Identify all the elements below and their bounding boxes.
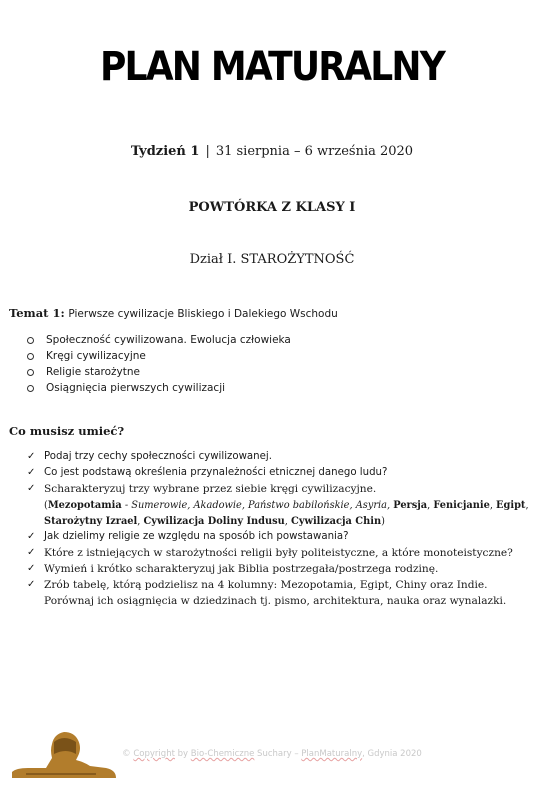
task-list — [27, 449, 537, 609]
topic-text: Pierwsze cywilizacje Bliskiego i Dalekiego Wschodu — [68, 308, 338, 320]
list-item: Społeczność cywilizowana. Ewolucja człowieka — [27, 332, 291, 348]
document-title: PLAN MATURALNY — [99, 44, 445, 90]
task-text: Scharakteryzuj trzy wybrane przez siebie kręgi cywilizacyjne. — [44, 483, 377, 495]
footer-copyright: © Copyright by Bio-Chemiczne Suchary – PlanMaturalny, Gdynia 2020 — [122, 749, 422, 759]
topic-items-list — [27, 332, 291, 396]
list-item: ✓ Podaj trzy cechy społeczności cywilizowanej. — [27, 449, 537, 465]
circle-bullet-icon — [27, 353, 34, 360]
week-separator: | — [205, 144, 210, 159]
week-dates: 31 sierpnia – 6 września 2020 — [215, 144, 414, 159]
list-item: Religie starożytne — [27, 364, 291, 380]
check-mark-icon: ✓ — [27, 579, 36, 590]
check-mark-icon: ✓ — [27, 483, 36, 494]
check-mark-icon: ✓ — [27, 563, 36, 574]
check-mark-icon: ✓ — [27, 451, 36, 462]
check-mark-icon: ✓ — [27, 547, 36, 558]
list-item: ✓ Wymień i krótko scharakteryzuj jak Biblia postrzegała/postrzega rodzinę. — [27, 563, 439, 575]
civilizations-examples: (Mezopotamia - Sumerowie, Akadowie, Państwo babilońskie, Asyria, Persja, Fenicjanie, Egipt, Starożytny Izrael, Cywilizacja Doliny Indusu, Cywilizacja Chin) — [44, 500, 529, 527]
section-heading: Dział I. STAROŻYTNOŚĆ — [189, 252, 355, 267]
list-item: ✓ Jak dzielimy religie ze względu na sposób ich powstawania? — [27, 529, 537, 545]
review-heading: POWTÓRKA Z KLASY I — [188, 200, 356, 215]
week-line — [0, 144, 544, 159]
check-mark-icon: ✓ — [27, 531, 36, 542]
list-item — [27, 481, 537, 529]
week-label: Tydzień 1 — [130, 144, 200, 159]
topic-line — [9, 306, 338, 320]
circle-bullet-icon — [27, 385, 34, 392]
list-item: ✓ Co jest podstawą określenia przynależności etnicznej danego ludu? — [27, 465, 537, 481]
topic-label: Temat 1: — [9, 306, 65, 320]
list-item: ✓ Zrób tabelę, którą podzielisz na 4 kolumny: Mezopotamia, Egipt, Chiny oraz Indie. Porównaj ich osiągnięcia w dziedzinach tj. pismo, architektura, nauka oraz wynalazki. — [27, 579, 507, 607]
check-mark-icon: ✓ — [27, 467, 36, 478]
list-item: ✓ Które z istniejących w starożytności religii były politeistyczne, a które monoteistyczne? — [27, 547, 513, 559]
circle-bullet-icon — [27, 369, 34, 376]
list-item: Osiągnięcia pierwszych cywilizacji — [27, 380, 291, 396]
list-item: Kręgi cywilizacyjne — [27, 348, 291, 364]
circle-bullet-icon — [27, 337, 34, 344]
must-heading: Co musisz umieć? — [9, 424, 125, 438]
